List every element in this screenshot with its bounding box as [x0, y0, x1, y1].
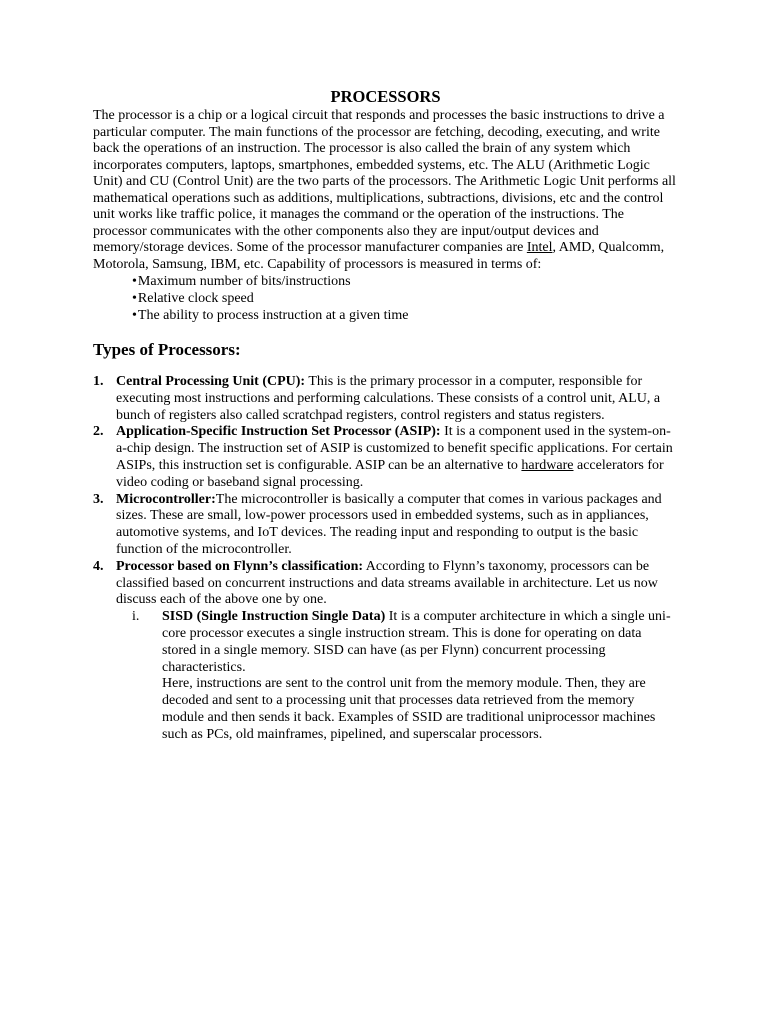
type-item-microcontroller [93, 492, 678, 559]
item-number: 1. [93, 374, 104, 389]
item-term: Processor based on Flynn’s classification: [116, 558, 364, 574]
item-number: 2. [93, 424, 104, 440]
flynn-sublist [116, 609, 678, 743]
type-item-asip [93, 424, 678, 491]
capability-list [93, 273, 678, 324]
processor-types-list [93, 374, 678, 744]
item-text-end: accelerators for video coding or baseband signal processing. [116, 457, 664, 490]
item-number: 3. [93, 491, 104, 507]
sub-item-number: i. [132, 609, 140, 625]
item-term: Central Processing Unit (CPU): [116, 374, 306, 389]
intro-text: The processor is a chip or a logical circuit that responds and processes the basic instructions to drive a particular computer. The main functions of the processor are fetching, decoding, executing, and write back the operations of an instruction. The processor is also called the brain of any system which incorporates computers, laptops, smartphones, embedded systems, etc. The ALU (Arithmetic Logic Unit) and CU (Control Unit) are the two parts of the processors. The Arithmetic Logic Unit performs all mathematical operations such as additions, multiplications, subtractions, divisions, etc and the control unit works like traffic police, it manages the command or the operation of the instructions. The processor communicates with the other components also they are input/output devices and memory/storage devices. Some of the processor manufacturer companies are [93, 108, 676, 255]
sub-item-term: SISD (Single Instruction Single Data) [162, 609, 386, 625]
item-term: Application-Specific Instruction Set Processor (ASIP): [116, 424, 441, 440]
types-heading: Types of Processors: [93, 340, 241, 359]
item-text: The microcontroller is basically a computer that comes in various packages and sizes. These are small, low-power processors used in embedded systems, such as in appliances, automotive systems, and IoT devices. The reading input and responding to output is the basic function of the microcontroller. [116, 491, 662, 557]
item-text: It is a component used in the system-on-a-chip design. The instruction set of ASIP is customized to benefit specific applications. For certain ASIPs, this instruction set is configurable. ASIP can be an alternative to [116, 424, 673, 473]
item-number: 4. [93, 558, 104, 574]
flynn-item-sisd [116, 609, 678, 743]
bullet-item: • Relative clock speed [132, 290, 678, 307]
hardware-link[interactable]: hardware [521, 457, 574, 473]
bullet-item: • The ability to process instruction at a given time [132, 307, 678, 324]
sub-item-text-2: Here, instructions are sent to the control unit from the memory module. Then, they are decoded and sent to a processing unit that processes data retrieved from the memory module and then sends it back. Examples of SSID are traditional uniprocessor machines such as PCs, old mainframes, pipelined, and superscalar processors. [162, 676, 656, 742]
type-item-flynn [93, 559, 678, 744]
intro-paragraph [93, 108, 678, 273]
type-item-cpu [93, 374, 678, 424]
item-term: Microcontroller: [116, 491, 216, 507]
item-text: This is the primary processor in a computer, responsible for executing most instructions and performing calculations. These consists of a control unit, ALU, a bunch of registers also called scratchpad registers, control registers and status registers. [116, 374, 661, 423]
bullet-item: • Maximum number of bits/instructions [132, 273, 678, 290]
sub-item-text: It is a computer architecture in which a single uni-core processor executes a single instruction stream. This is done for operating on data stored in a single memory. SISD can have (as per Flynn) concurrent processing characteristics. [162, 609, 671, 675]
document-page [93, 86, 678, 744]
intel-link[interactable]: Intel [526, 240, 553, 255]
item-text: According to Flynn’s taxonomy, processors can be classified based on concurrent instructions and data streams available in architecture. Let us now discuss each of the above one by one. [116, 558, 658, 608]
intro-text-end: , AMD, Qualcomm, Motorola, Samsung, IBM, etc. Capability of processors is measured in terms of: [93, 240, 665, 272]
page-title: PROCESSORS [330, 87, 441, 106]
